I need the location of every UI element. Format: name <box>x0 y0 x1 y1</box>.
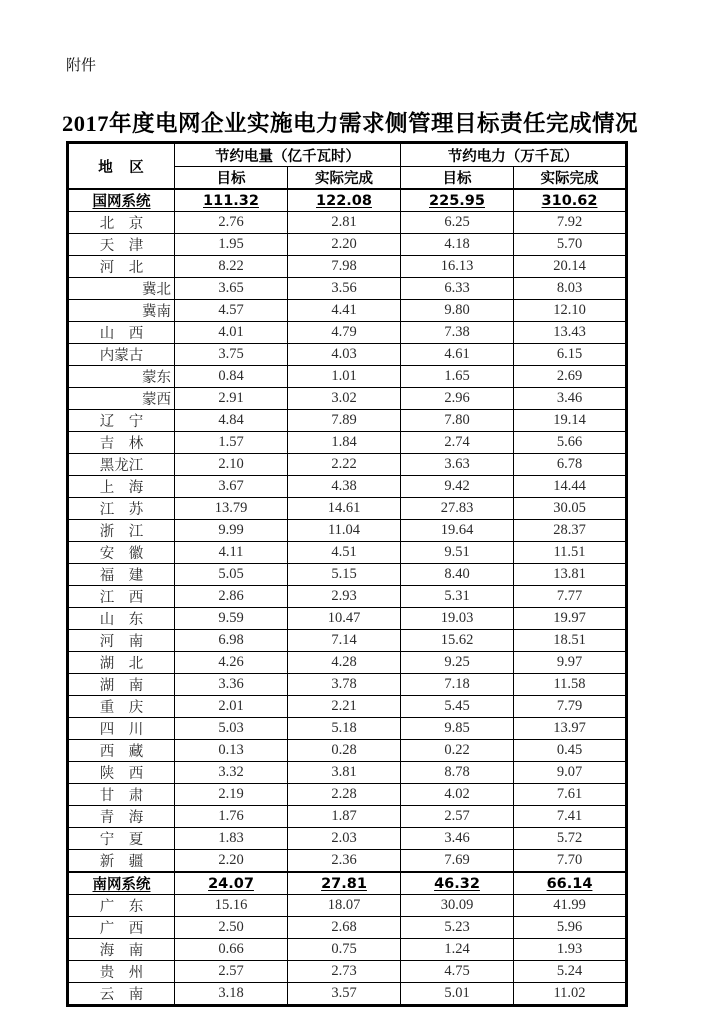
value-cell: 18.07 <box>288 895 401 917</box>
value-cell: 19.03 <box>401 608 514 630</box>
table-row <box>68 718 627 740</box>
region-cell: 辽 宁 <box>68 410 175 432</box>
value-cell: 4.41 <box>288 300 401 322</box>
value-cell: 5.45 <box>401 696 514 718</box>
value-cell: 7.18 <box>401 674 514 696</box>
region-cell: 山 西 <box>68 322 175 344</box>
value-cell: 5.96 <box>514 917 627 939</box>
region-cell: 南网系统 <box>68 872 175 895</box>
value-cell: 8.03 <box>514 278 627 300</box>
region-cell: 甘 肃 <box>68 784 175 806</box>
value-cell: 3.36 <box>175 674 288 696</box>
attachment-label: 附件 <box>66 56 97 74</box>
region-cell: 蒙西 <box>68 388 175 410</box>
region-cell: 安 徽 <box>68 542 175 564</box>
value-cell: 5.05 <box>175 564 288 586</box>
table-row <box>68 806 627 828</box>
value-cell: 9.51 <box>401 542 514 564</box>
value-cell: 5.31 <box>401 586 514 608</box>
region-cell: 陕 西 <box>68 762 175 784</box>
region-cell: 广 东 <box>68 895 175 917</box>
value-cell: 19.97 <box>514 608 627 630</box>
value-cell: 3.18 <box>175 983 288 1006</box>
value-cell: 66.14 <box>514 872 627 895</box>
value-cell: 9.80 <box>401 300 514 322</box>
value-cell: 9.25 <box>401 652 514 674</box>
value-cell: 3.78 <box>288 674 401 696</box>
region-cell: 贵 州 <box>68 961 175 983</box>
value-cell: 14.44 <box>514 476 627 498</box>
value-cell: 9.97 <box>514 652 627 674</box>
region-cell: 天 津 <box>68 234 175 256</box>
value-cell: 2.96 <box>401 388 514 410</box>
value-cell: 7.14 <box>288 630 401 652</box>
table-row <box>68 961 627 983</box>
table-row <box>68 630 627 652</box>
value-cell: 46.32 <box>401 872 514 895</box>
value-cell: 2.81 <box>288 212 401 234</box>
table-row <box>68 564 627 586</box>
region-cell: 国网系统 <box>68 189 175 212</box>
value-cell: 2.91 <box>175 388 288 410</box>
value-cell: 7.92 <box>514 212 627 234</box>
value-cell: 5.70 <box>514 234 627 256</box>
value-cell: 16.13 <box>401 256 514 278</box>
region-cell: 青 海 <box>68 806 175 828</box>
table-row <box>68 542 627 564</box>
value-cell: 3.63 <box>401 454 514 476</box>
table-row <box>68 278 627 300</box>
value-cell: 4.02 <box>401 784 514 806</box>
value-cell: 2.74 <box>401 432 514 454</box>
value-cell: 28.37 <box>514 520 627 542</box>
region-cell: 宁 夏 <box>68 828 175 850</box>
region-cell: 冀北 <box>68 278 175 300</box>
region-cell: 北 京 <box>68 212 175 234</box>
value-cell: 10.47 <box>288 608 401 630</box>
value-cell: 6.98 <box>175 630 288 652</box>
results-table <box>66 141 628 1007</box>
value-cell: 1.76 <box>175 806 288 828</box>
region-cell: 山 东 <box>68 608 175 630</box>
value-cell: 2.19 <box>175 784 288 806</box>
value-cell: 5.15 <box>288 564 401 586</box>
value-cell: 24.07 <box>175 872 288 895</box>
value-cell: 2.86 <box>175 586 288 608</box>
value-cell: 18.51 <box>514 630 627 652</box>
value-cell: 2.28 <box>288 784 401 806</box>
value-cell: 7.38 <box>401 322 514 344</box>
table-row <box>68 520 627 542</box>
value-cell: 2.57 <box>401 806 514 828</box>
region-cell: 新 疆 <box>68 850 175 873</box>
region-cell: 海 南 <box>68 939 175 961</box>
value-cell: 7.98 <box>288 256 401 278</box>
table-row <box>68 366 627 388</box>
value-cell: 1.65 <box>401 366 514 388</box>
table-header-group-energy: 节约电量（亿千瓦时） <box>175 143 401 167</box>
table-row <box>68 498 627 520</box>
region-cell: 重 庆 <box>68 696 175 718</box>
value-cell: 19.14 <box>514 410 627 432</box>
region-cell: 河 北 <box>68 256 175 278</box>
table-subheader-energy-target: 目标 <box>175 167 288 190</box>
value-cell: 14.61 <box>288 498 401 520</box>
value-cell: 4.28 <box>288 652 401 674</box>
table-row <box>68 322 627 344</box>
value-cell: 5.23 <box>401 917 514 939</box>
value-cell: 4.01 <box>175 322 288 344</box>
table-row <box>68 939 627 961</box>
value-cell: 2.76 <box>175 212 288 234</box>
table-row <box>68 189 627 212</box>
region-cell: 西 藏 <box>68 740 175 762</box>
value-cell: 27.83 <box>401 498 514 520</box>
value-cell: 11.04 <box>288 520 401 542</box>
value-cell: 2.73 <box>288 961 401 983</box>
table-row <box>68 850 627 873</box>
value-cell: 2.21 <box>288 696 401 718</box>
region-cell: 四 川 <box>68 718 175 740</box>
table-row <box>68 917 627 939</box>
value-cell: 30.05 <box>514 498 627 520</box>
value-cell: 2.68 <box>288 917 401 939</box>
table-row <box>68 344 627 366</box>
value-cell: 1.83 <box>175 828 288 850</box>
value-cell: 2.22 <box>288 454 401 476</box>
value-cell: 27.81 <box>288 872 401 895</box>
value-cell: 6.78 <box>514 454 627 476</box>
value-cell: 8.22 <box>175 256 288 278</box>
value-cell: 122.08 <box>288 189 401 212</box>
region-cell: 上 海 <box>68 476 175 498</box>
region-cell: 湖 南 <box>68 674 175 696</box>
value-cell: 20.14 <box>514 256 627 278</box>
value-cell: 3.32 <box>175 762 288 784</box>
value-cell: 3.67 <box>175 476 288 498</box>
value-cell: 41.99 <box>514 895 627 917</box>
table-row <box>68 454 627 476</box>
table-row <box>68 895 627 917</box>
region-cell: 广 西 <box>68 917 175 939</box>
value-cell: 13.79 <box>175 498 288 520</box>
table-header-group-power: 节约电力（万千瓦） <box>401 143 627 167</box>
region-cell: 冀南 <box>68 300 175 322</box>
value-cell: 2.50 <box>175 917 288 939</box>
table-header-region: 地 区 <box>68 143 175 190</box>
value-cell: 5.66 <box>514 432 627 454</box>
value-cell: 1.24 <box>401 939 514 961</box>
region-cell: 湖 北 <box>68 652 175 674</box>
value-cell: 13.97 <box>514 718 627 740</box>
table-row <box>68 476 627 498</box>
table-row <box>68 410 627 432</box>
value-cell: 4.57 <box>175 300 288 322</box>
value-cell: 9.85 <box>401 718 514 740</box>
value-cell: 3.81 <box>288 762 401 784</box>
value-cell: 4.75 <box>401 961 514 983</box>
table-row <box>68 983 627 1006</box>
table-subheader-power-target: 目标 <box>401 167 514 190</box>
value-cell: 1.57 <box>175 432 288 454</box>
table-subheader-energy-actual: 实际完成 <box>288 167 401 190</box>
table-row <box>68 212 627 234</box>
value-cell: 1.01 <box>288 366 401 388</box>
value-cell: 5.01 <box>401 983 514 1006</box>
value-cell: 1.87 <box>288 806 401 828</box>
value-cell: 11.02 <box>514 983 627 1006</box>
value-cell: 0.84 <box>175 366 288 388</box>
value-cell: 3.56 <box>288 278 401 300</box>
value-cell: 4.51 <box>288 542 401 564</box>
value-cell: 6.25 <box>401 212 514 234</box>
value-cell: 7.69 <box>401 850 514 873</box>
value-cell: 2.20 <box>175 850 288 873</box>
value-cell: 3.65 <box>175 278 288 300</box>
value-cell: 225.95 <box>401 189 514 212</box>
value-cell: 5.03 <box>175 718 288 740</box>
value-cell: 9.42 <box>401 476 514 498</box>
value-cell: 9.59 <box>175 608 288 630</box>
page-title: 2017年度电网企业实施电力需求侧管理目标责任完成情况 <box>62 111 639 136</box>
region-cell: 云 南 <box>68 983 175 1006</box>
region-cell: 江 苏 <box>68 498 175 520</box>
value-cell: 2.69 <box>514 366 627 388</box>
value-cell: 0.22 <box>401 740 514 762</box>
table-row <box>68 388 627 410</box>
value-cell: 7.80 <box>401 410 514 432</box>
value-cell: 2.10 <box>175 454 288 476</box>
value-cell: 4.18 <box>401 234 514 256</box>
value-cell: 13.43 <box>514 322 627 344</box>
table-header <box>68 143 627 190</box>
value-cell: 6.33 <box>401 278 514 300</box>
table-row <box>68 828 627 850</box>
value-cell: 6.15 <box>514 344 627 366</box>
value-cell: 5.18 <box>288 718 401 740</box>
value-cell: 1.93 <box>514 939 627 961</box>
value-cell: 0.13 <box>175 740 288 762</box>
value-cell: 5.72 <box>514 828 627 850</box>
value-cell: 310.62 <box>514 189 627 212</box>
table-row <box>68 234 627 256</box>
value-cell: 2.03 <box>288 828 401 850</box>
region-cell: 蒙东 <box>68 366 175 388</box>
value-cell: 4.61 <box>401 344 514 366</box>
value-cell: 4.11 <box>175 542 288 564</box>
value-cell: 15.62 <box>401 630 514 652</box>
value-cell: 1.84 <box>288 432 401 454</box>
value-cell: 7.79 <box>514 696 627 718</box>
value-cell: 0.45 <box>514 740 627 762</box>
table-row <box>68 872 627 895</box>
value-cell: 7.70 <box>514 850 627 873</box>
table-row <box>68 740 627 762</box>
value-cell: 11.58 <box>514 674 627 696</box>
value-cell: 0.75 <box>288 939 401 961</box>
table-row <box>68 696 627 718</box>
value-cell: 8.78 <box>401 762 514 784</box>
table-row <box>68 432 627 454</box>
table-row <box>68 256 627 278</box>
table-row <box>68 762 627 784</box>
value-cell: 111.32 <box>175 189 288 212</box>
region-cell: 浙 江 <box>68 520 175 542</box>
value-cell: 2.36 <box>288 850 401 873</box>
value-cell: 2.57 <box>175 961 288 983</box>
table-row <box>68 784 627 806</box>
table-row <box>68 652 627 674</box>
table-row <box>68 586 627 608</box>
region-cell: 河 南 <box>68 630 175 652</box>
table-header-row-groups <box>68 143 627 167</box>
value-cell: 5.24 <box>514 961 627 983</box>
value-cell: 7.89 <box>288 410 401 432</box>
region-cell: 黑龙江 <box>68 454 175 476</box>
value-cell: 4.84 <box>175 410 288 432</box>
table-subheader-power-actual: 实际完成 <box>514 167 627 190</box>
value-cell: 4.38 <box>288 476 401 498</box>
value-cell: 4.79 <box>288 322 401 344</box>
value-cell: 4.03 <box>288 344 401 366</box>
value-cell: 13.81 <box>514 564 627 586</box>
table-row <box>68 608 627 630</box>
table-row <box>68 300 627 322</box>
value-cell: 3.46 <box>401 828 514 850</box>
table-row <box>68 674 627 696</box>
value-cell: 3.46 <box>514 388 627 410</box>
value-cell: 0.66 <box>175 939 288 961</box>
value-cell: 30.09 <box>401 895 514 917</box>
value-cell: 12.10 <box>514 300 627 322</box>
value-cell: 9.99 <box>175 520 288 542</box>
value-cell: 7.41 <box>514 806 627 828</box>
value-cell: 15.16 <box>175 895 288 917</box>
value-cell: 2.20 <box>288 234 401 256</box>
value-cell: 3.02 <box>288 388 401 410</box>
value-cell: 7.77 <box>514 586 627 608</box>
value-cell: 4.26 <box>175 652 288 674</box>
value-cell: 8.40 <box>401 564 514 586</box>
region-cell: 内蒙古 <box>68 344 175 366</box>
region-cell: 江 西 <box>68 586 175 608</box>
value-cell: 2.93 <box>288 586 401 608</box>
value-cell: 7.61 <box>514 784 627 806</box>
region-cell: 吉 林 <box>68 432 175 454</box>
value-cell: 1.95 <box>175 234 288 256</box>
value-cell: 3.57 <box>288 983 401 1006</box>
table-body <box>68 189 627 1006</box>
value-cell: 9.07 <box>514 762 627 784</box>
region-cell: 福 建 <box>68 564 175 586</box>
value-cell: 2.01 <box>175 696 288 718</box>
value-cell: 0.28 <box>288 740 401 762</box>
value-cell: 19.64 <box>401 520 514 542</box>
value-cell: 3.75 <box>175 344 288 366</box>
value-cell: 11.51 <box>514 542 627 564</box>
